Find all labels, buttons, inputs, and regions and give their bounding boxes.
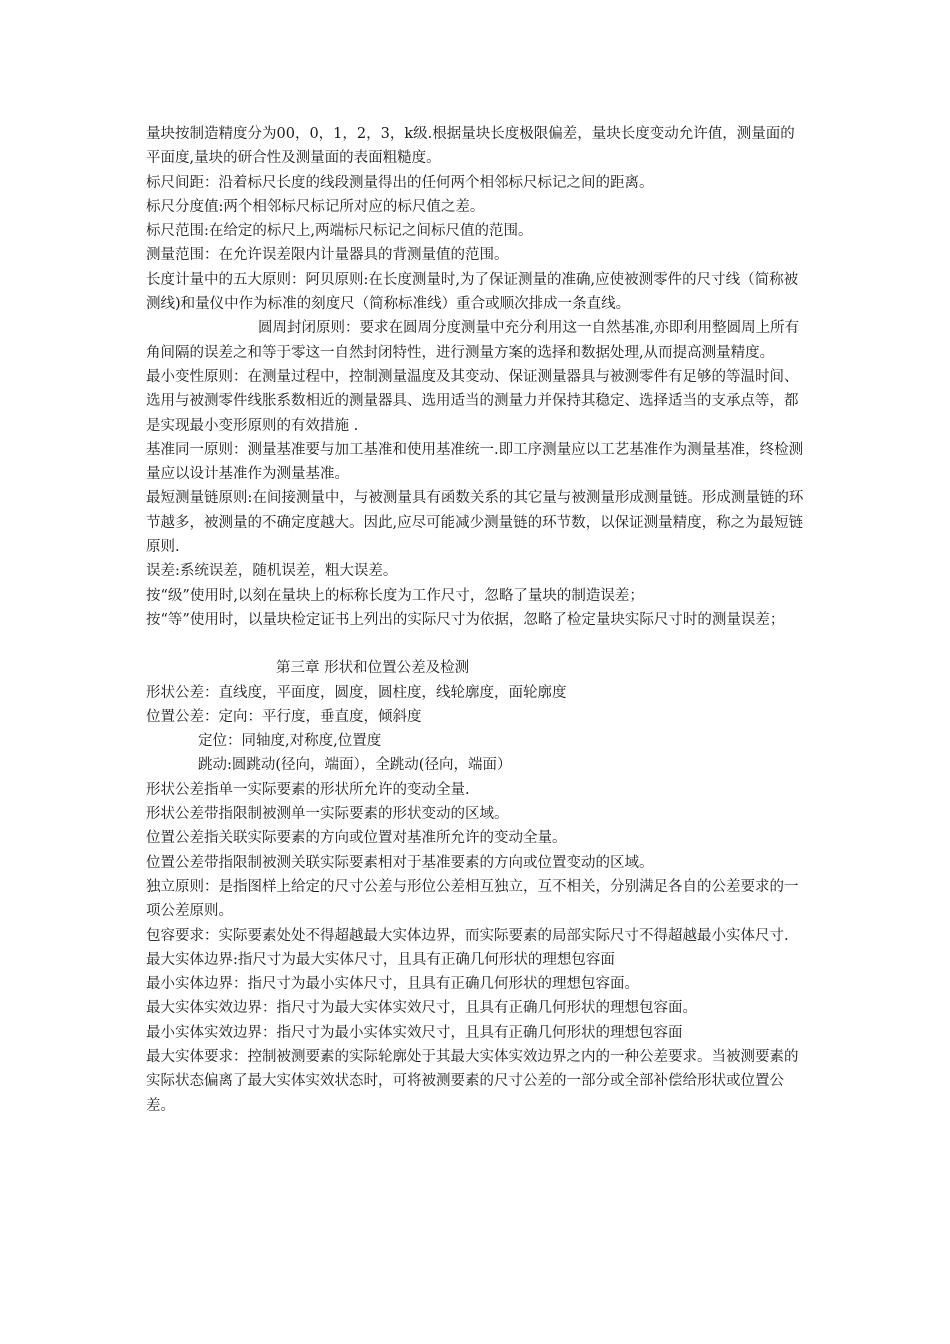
paragraph-abbe-principle: 长度计量中的五大原则：阿贝原则:在长度测量时,为了保证测量的准确,应使被测零件的尺寸线（简称被测线)和量仪中作为标准的刻度尺（简称标准线）重合或顺次排成一条直线。 bbox=[146, 271, 799, 313]
paragraph-position-tolerance: 位置公差：定向：平行度，垂直度，倾斜度 bbox=[146, 708, 422, 725]
paragraph-gauge-block-grades: 量块按制造精度分为00，0，1，2，3，k级.根据量块长度极限偏差，量块长度变动允许值，测量面的平面度,量块的研合性及测量面的表面粗糙度。 bbox=[146, 126, 795, 167]
paragraph-datum-unity-principle: 基准同一原则：测量基准要与加工基准和使用基准统一.即工序测量应以工艺基准作为测量基准，终检测量应以设计基准作为测量基准。 bbox=[146, 441, 804, 483]
paragraph-scale-division: 标尺分度值:两个相邻标尺标记所对应的标尺值之差。 bbox=[146, 198, 485, 215]
paragraph-location: 定位：同轴度,对称度,位置度 bbox=[198, 733, 382, 750]
paragraph-runout: 跳动:圆跳动(径向，端面），全跳动(径向，端面） bbox=[198, 757, 512, 774]
paragraph-min-deformation-principle: 最小变性原则：在测量过程中，控制测量温度及其变动、保证测量器具与被测零件有足够的等温时间、选用与被测零件线胀系数相近的测量器具、选用适当的测量力并保持其稳定、选择适当的支承点等，都是实现最小变形原则的有效措施 . bbox=[146, 368, 799, 434]
paragraph-scale-range: 标尺范围:在给定的标尺上,两端标尺标记之间标尺值的范围。 bbox=[146, 223, 533, 240]
paragraph-circle-closure-principle: 圆周封闭原则：要求在圆周分度测量中充分利用这一自然基准,亦即利用整圆周上所有角间隔的误差之和等于零这一自然封闭特性，进行测量方案的选择和数据处理,从而提高测量精度。 bbox=[146, 320, 800, 361]
paragraph-use-by-class: 按“等”使用时，以量块检定证书上列出的实际尺寸为依据，忽略了检定量块实际尺寸时的测量误差； bbox=[146, 611, 785, 628]
paragraph-use-by-grade: 按“级”使用时,以刻在量块上的标称长度为工作尺寸，忽略了量块的制造误差； bbox=[146, 587, 644, 604]
paragraph-lmvc-boundary: 最小实体实效边界：指尺寸为最小实体实效尺寸，且具有正确几何形状的理想包容面 bbox=[146, 1024, 683, 1041]
paragraph-form-tolerance-zone: 形状公差带指限制被测单一实际要素的形状变动的区域。 bbox=[146, 806, 509, 823]
paragraph-position-tolerance-def: 位置公差指关联实际要素的方向或位置对基准所允许的变动全量。 bbox=[146, 830, 567, 847]
paragraph-envelope-requirement: 包容要求：实际要素处处不得超越最大实体边界，而实际要素的局部实际尺寸不得超越最小实体尺寸. bbox=[146, 927, 789, 944]
paragraph-errors: 误差:系统误差，随机误差，粗大误差。 bbox=[146, 563, 398, 580]
paragraph-mmc-requirement: 最大实体要求：控制被测要素的实际轮廓处于其最大实体实效边界之内的一种公差要求。当被测要素的实际状态偏离了最大实体实效状态时，可将被测要素的尺寸公差的一部分或全部补偿给形状或位置公差。 bbox=[146, 1048, 799, 1114]
paragraph-form-tolerance-def: 形状公差指单一实际要素的形状所允许的变动全量. bbox=[146, 781, 470, 798]
chapter-title: 第三章 形状和位置公差及检测 bbox=[276, 660, 470, 677]
paragraph-scale-spacing: 标尺间距：沿着标尺长度的线段测量得出的任何两个相邻标尺标记之间的距离。 bbox=[146, 174, 654, 191]
paragraph-form-tolerance: 形状公差：直线度，平面度，圆度，圆柱度，线轮廓度，面轮廓度 bbox=[146, 684, 567, 701]
paragraph-independence-principle: 独立原则：是指图样上给定的尺寸公差与形位公差相互独立，互不相关，分别满足各自的公差要求的一项公差原则。 bbox=[146, 878, 799, 920]
paragraph-lmc-boundary: 最小实体边界：指尺寸为最小实体尺寸，且具有正确几何形状的理想包容面。 bbox=[146, 976, 639, 993]
paragraph-position-tolerance-zone: 位置公差带指限制被测关联实际要素相对于基准要素的方向或位置变动的区域。 bbox=[146, 854, 654, 871]
document-body bbox=[146, 122, 806, 1118]
paragraph-mmvc-boundary: 最大实体实效边界：指尺寸为最大实体实效尺寸，且具有正确几何形状的理想包容面。 bbox=[146, 1000, 697, 1017]
paragraph-mmc-boundary: 最大实体边界:指尺寸为最大实体尺寸，且具有正确几何形状的理想包容面 bbox=[146, 951, 615, 968]
paragraph-measuring-range: 测量范围：在允许误差限内计量器具的背测量值的范围。 bbox=[146, 247, 509, 264]
paragraph-shortest-chain-principle: 最短测量链原则:在间接测量中，与被测量具有函数关系的其它量与被测量形成测量链。形成测量链的环节越多，被测量的不确定度越大。因此,应尽可能减少测量链的环节数，以保证测量精度，称之为最短链原则. bbox=[146, 490, 804, 556]
